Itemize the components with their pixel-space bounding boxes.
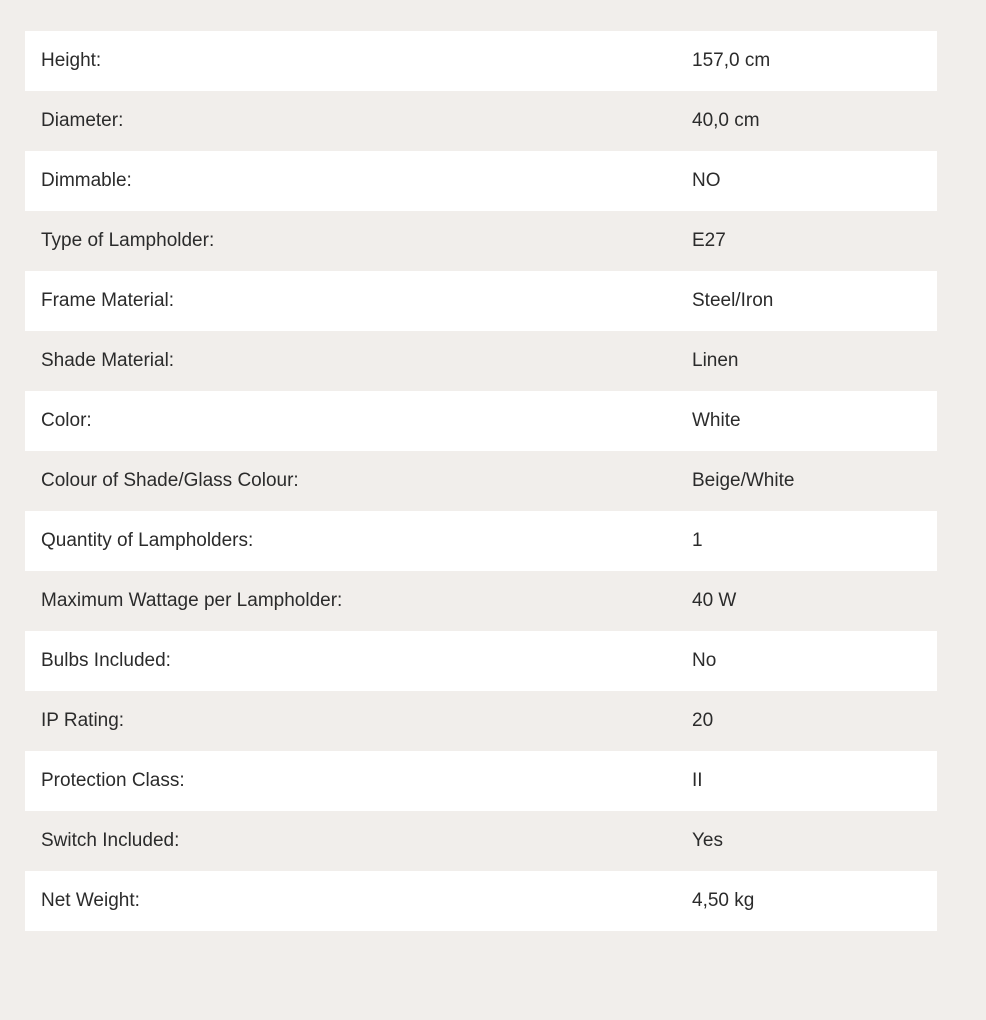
spec-label: IP Rating: xyxy=(41,710,125,731)
spec-value: Steel/Iron xyxy=(692,290,774,311)
spec-row-ip-rating xyxy=(25,691,937,751)
spec-row-height xyxy=(25,31,937,91)
spec-label: Height: xyxy=(41,50,102,71)
spec-value: E27 xyxy=(692,230,726,251)
spec-value: 40 W xyxy=(692,590,737,611)
spec-value: Beige/White xyxy=(692,470,795,491)
spec-row-shade-colour xyxy=(25,451,937,511)
spec-value: 4,50 kg xyxy=(692,890,755,911)
spec-value: Yes xyxy=(692,830,723,851)
spec-value: 157,0 cm xyxy=(692,50,771,71)
spec-label: Dimmable: xyxy=(41,170,132,191)
spec-row-frame-material xyxy=(25,271,937,331)
spec-row-shade-material xyxy=(25,331,937,391)
spec-value: White xyxy=(692,410,741,431)
spec-label: Quantity of Lampholders: xyxy=(41,530,254,551)
spec-row-protection-class xyxy=(25,751,937,811)
spec-label: Frame Material: xyxy=(41,290,175,311)
spec-label: Bulbs Included: xyxy=(41,650,171,671)
spec-label: Type of Lampholder: xyxy=(41,230,215,251)
spec-label: Diameter: xyxy=(41,110,124,131)
spec-value: Linen xyxy=(692,350,739,371)
spec-value: 40,0 cm xyxy=(692,110,760,131)
spec-value: No xyxy=(692,650,717,671)
specification-table xyxy=(25,31,937,931)
spec-label: Maximum Wattage per Lampholder: xyxy=(41,590,343,611)
spec-label: Colour of Shade/Glass Colour: xyxy=(41,470,299,491)
spec-label: Net Weight: xyxy=(41,890,140,911)
spec-row-dimmable xyxy=(25,151,937,211)
spec-label: Shade Material: xyxy=(41,350,175,371)
spec-row-net-weight xyxy=(25,871,937,931)
spec-row-color xyxy=(25,391,937,451)
spec-row-max-wattage xyxy=(25,571,937,631)
spec-row-bulbs-included xyxy=(25,631,937,691)
spec-row-lampholder-quantity xyxy=(25,511,937,571)
spec-label: Color: xyxy=(41,410,92,431)
spec-value: 20 xyxy=(692,710,714,731)
spec-row-switch-included xyxy=(25,811,937,871)
spec-label: Protection Class: xyxy=(41,770,185,791)
spec-row-lampholder-type xyxy=(25,211,937,271)
spec-value: NO xyxy=(692,170,721,191)
spec-value: II xyxy=(692,770,703,791)
spec-value: 1 xyxy=(692,530,703,551)
spec-label: Switch Included: xyxy=(41,830,180,851)
spec-row-diameter xyxy=(25,91,937,151)
